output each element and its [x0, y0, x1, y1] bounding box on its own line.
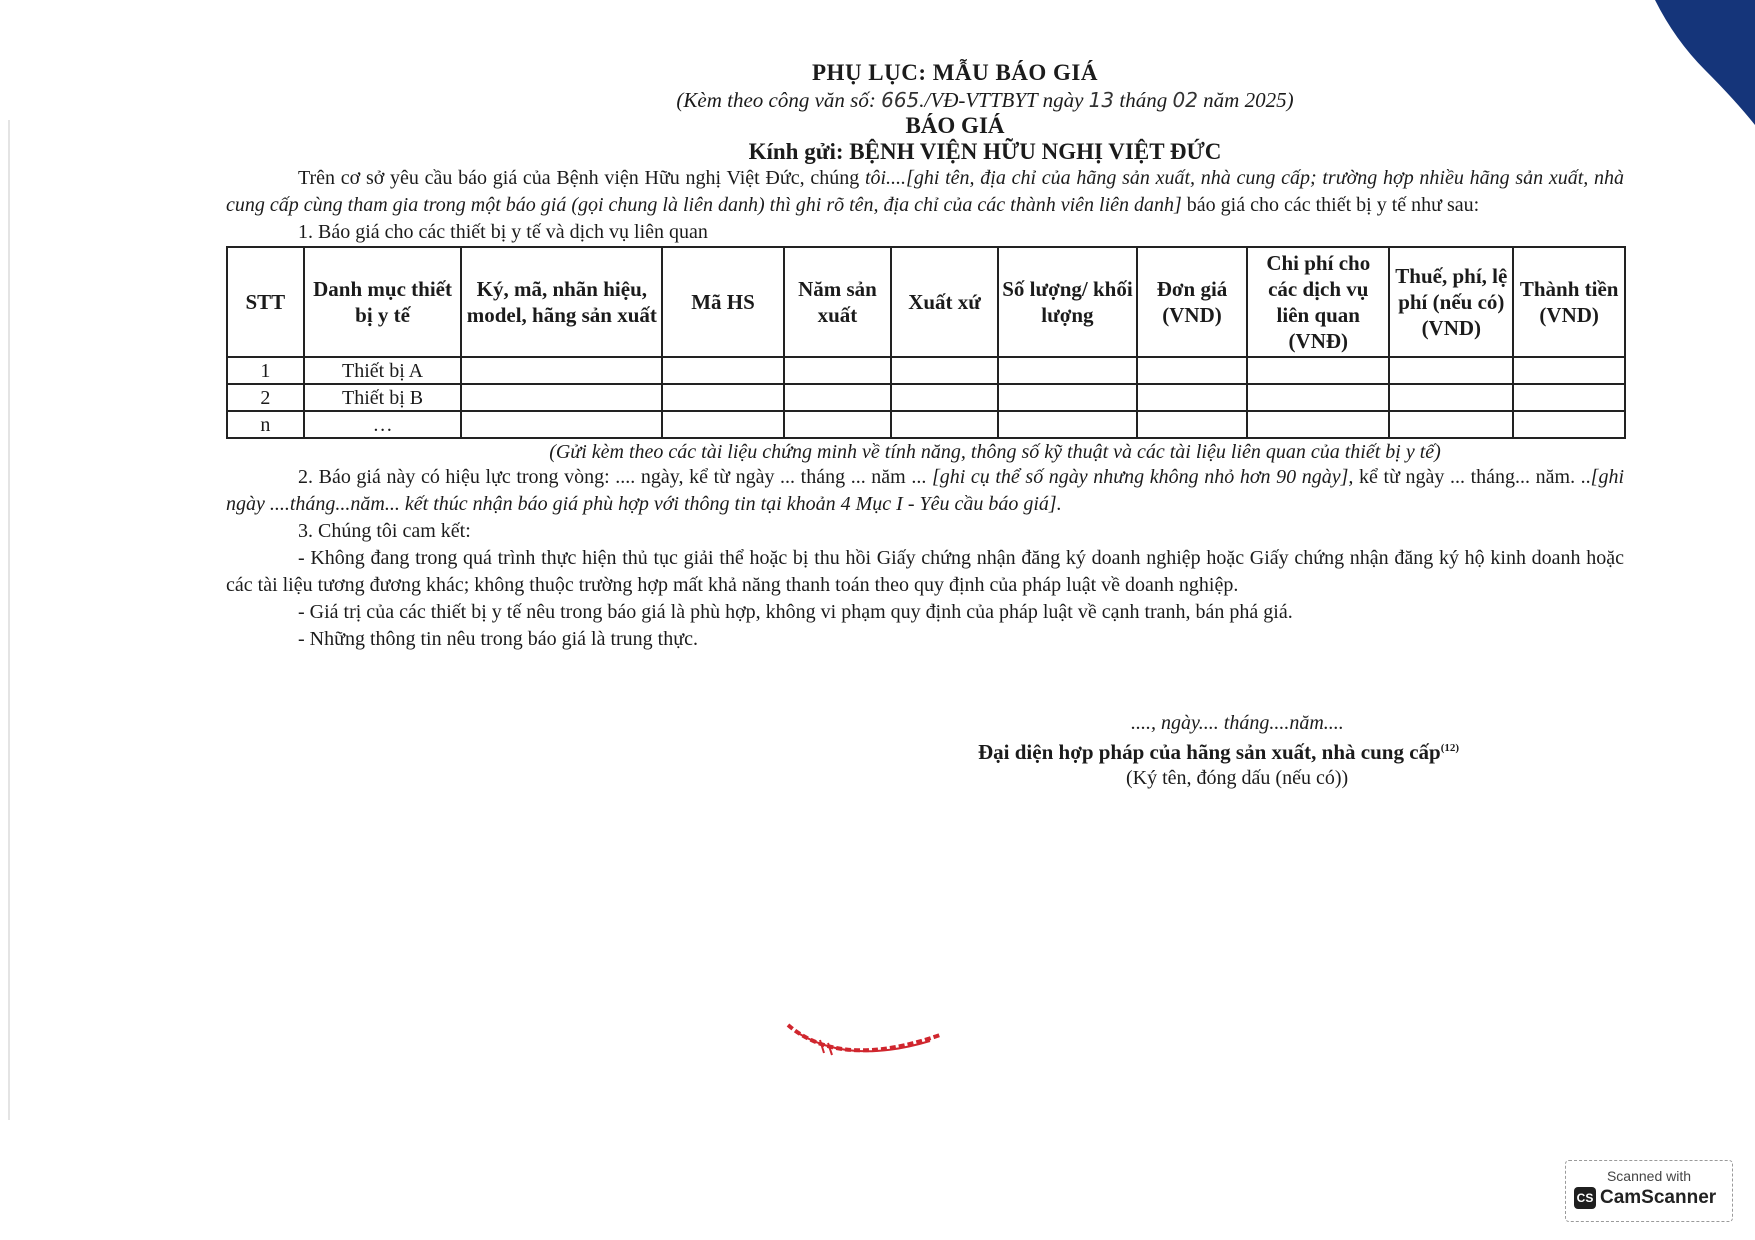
table-row — [227, 384, 1625, 411]
table-header-row — [227, 247, 1625, 357]
ref-year: năm 2025) — [1203, 88, 1294, 112]
row-item: Thiết bị A — [304, 357, 462, 384]
table-note: (Gửi kèm theo các tài liệu chứng minh về tính năng, thông số kỹ thuật và các tài liệu liên quan của thiết bị y tế) — [549, 441, 1441, 463]
col-hs-code: Mã HS — [662, 247, 784, 357]
ref-month-handwritten: 02 — [1172, 88, 1198, 112]
commitment-item: - Giá trị của các thiết bị y tế nêu trong báo giá là phù hợp, không vi phạm quy định của pháp luật về cạnh tranh, bán phá giá. — [298, 601, 1293, 623]
col-unit-price: Đơn giá (VND) — [1137, 247, 1247, 357]
col-item: Danh mục thiết bị y tế — [304, 247, 462, 357]
col-stt: STT — [227, 247, 304, 357]
section2-paragraph — [226, 464, 1624, 518]
ref-number-handwritten: 665 — [881, 88, 920, 112]
section1-heading: 1. Báo giá cho các thiết bị y tế và dịch vụ liên quan — [298, 221, 708, 243]
ref-day-handwritten: 13 — [1088, 88, 1115, 112]
col-model: Ký, mã, nhãn hiệu, model, hãng sản xuất — [461, 247, 662, 357]
section2-text: 2. Báo giá này có hiệu lực trong vòng: .... ngày, kể từ ngày ... tháng ... năm ... — [298, 466, 927, 488]
badge-brand-name: CamScanner — [1600, 1187, 1717, 1208]
badge-top-text: Scanned with — [1606, 1168, 1692, 1184]
ref-mid: ./VĐ-VTTBYT ngày — [919, 88, 1084, 112]
signature-note: (Ký tên, đóng dấu (nếu có)) — [1126, 767, 1349, 789]
table-row — [227, 411, 1625, 438]
intro-text-end: báo giá cho các thiết bị y tế như sau: — [1186, 194, 1480, 216]
intro-text-italic: tôi....[ghi tên, địa chỉ của hãng sản xuất, nhà cung cấp; trường hợp nhiều hãng sản xuất, nhà cung cấp cùng tham gia trong một báo giá (gọi chung là liên danh) thì ghi rõ tên, địa chỉ của các thành viên liên danh] — [226, 167, 1624, 216]
corner-tab-mark — [1615, 0, 1755, 130]
recipient-line: Kính gửi: BỆNH VIỆN HỮU NGHỊ VIỆT ĐỨC — [748, 139, 1222, 164]
red-stamp-fragment — [780, 1015, 950, 1075]
section3-heading: 3. Chúng tôi cam kết: — [298, 520, 471, 542]
scan-edge-shadow — [8, 120, 10, 1120]
signature-date-line: ...., ngày.... tháng....năm.... — [1131, 712, 1344, 734]
badge-row — [1574, 1187, 1732, 1209]
intro-paragraph — [226, 165, 1624, 219]
row-item: … — [304, 411, 462, 438]
ref-prefix: (Kèm theo công văn số: — [676, 88, 876, 112]
quote-table — [226, 246, 1626, 439]
document-page — [226, 60, 1625, 789]
col-year: Năm sản xuất — [784, 247, 891, 357]
doc-title: BÁO GIÁ — [905, 113, 1005, 138]
col-quantity: Số lượng/ khối lượng — [998, 247, 1137, 357]
table-row — [227, 357, 1625, 384]
col-total: Thành tiền (VND) — [1513, 247, 1625, 357]
camscanner-badge — [1565, 1160, 1733, 1222]
col-service-cost: Chi phí cho các dịch vụ liên quan (VNĐ) — [1247, 247, 1389, 357]
row-item: Thiết bị B — [304, 384, 462, 411]
reference-line — [346, 88, 1624, 113]
section2-mid: kể từ ngày ... tháng... năm. .. — [1359, 466, 1591, 488]
signature-title-text: Đại diện hợp pháp của hãng sản xuất, nhà cung cấp — [978, 740, 1441, 764]
row-stt: 2 — [227, 384, 304, 411]
col-tax: Thuế, phí, lệ phí (nếu có) (VND) — [1389, 247, 1513, 357]
row-stt: 1 — [227, 357, 304, 384]
section2-italic1: [ghi cụ thể số ngày nhưng không nhỏ hơn 90 ngày], — [931, 466, 1354, 488]
signature-footnote-mark: (12) — [1440, 742, 1460, 754]
commitment-item: - Không đang trong quá trình thực hiện thủ tục giải thể hoặc bị thu hồi Giấy chứng nhận đăng ký doanh nghiệp hoặc Giấy chứng nhận đăng ký hộ kinh doanh hoặc các tài liệu tương đương khác; không thuộc trường hợp mất khả năng thanh toán theo quy định của pháp luật về doanh nghiệp. — [226, 547, 1624, 596]
commitment-item: - Những thông tin nêu trong báo giá là trung thực. — [298, 628, 698, 650]
appendix-title: PHỤ LỤC: MẪU BÁO GIÁ — [812, 60, 1098, 85]
section2-italic2: [ghi ngày ....tháng...năm... kết thúc nhận báo giá phù hợp với thông tin tại khoản 4 Mục I - Yêu cầu báo giá]. — [226, 466, 1625, 515]
row-stt: n — [227, 411, 304, 438]
col-origin: Xuất xứ — [891, 247, 998, 357]
camscanner-logo-icon: CS — [1574, 1187, 1596, 1209]
intro-text-start: Trên cơ sở yêu cầu báo giá của Bệnh viện Hữu nghị Việt Đức, chúng — [298, 167, 860, 189]
signature-title — [978, 740, 1459, 765]
ref-month-label: tháng — [1119, 88, 1168, 112]
